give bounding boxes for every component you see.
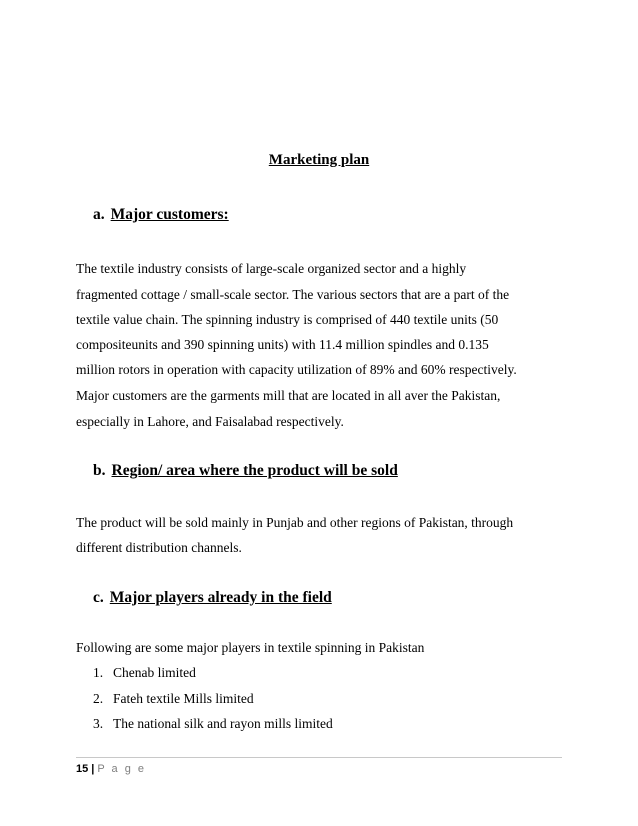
section-a-line: compositeunits and 390 spinning units) with 11.4 million spindles and 0.135: [76, 337, 489, 352]
section-heading-text: Major players already in the field: [109, 589, 332, 606]
list-text: The national silk and rayon mills limited: [113, 716, 333, 731]
list-number: 3.: [93, 716, 104, 731]
section-b-line: The product will be sold mainly in Punjab and other regions of Pakistan, through: [76, 515, 514, 530]
section-c-line: Following are some major players in textile spinning in Pakistan: [76, 640, 425, 655]
page-title: Marketing plan: [268, 152, 370, 168]
page-footer: [76, 763, 146, 775]
list-number: 1.: [93, 665, 104, 680]
section-letter: b.: [93, 462, 106, 479]
section-a-heading: [93, 206, 229, 224]
section-a-line: fragmented cottage / small-scale sector. The various sectors that are a part of the: [76, 287, 510, 302]
section-b-heading: [93, 462, 398, 480]
list-item: [93, 691, 254, 707]
page-number: 15: [76, 763, 89, 775]
section-heading-text: Major customers:: [110, 206, 229, 223]
footer-divider: [76, 757, 562, 758]
section-b-line: different distribution channels.: [76, 540, 242, 555]
section-heading-text: Region/ area where the product will be sold: [111, 462, 398, 479]
section-c-heading: [93, 589, 332, 607]
section-a-line: The textile industry consists of large-scale organized sector and a highly: [76, 261, 467, 276]
section-a-line: million rotors in operation with capacity utilization of 89% and 60% respectively.: [76, 362, 517, 377]
list-item: [93, 665, 196, 681]
section-letter: a.: [93, 206, 105, 223]
page-label: P a g e: [97, 763, 146, 775]
section-a-line: Major customers are the garments mill that are located in all aver the Pakistan,: [76, 388, 501, 403]
list-text: Chenab limited: [113, 665, 196, 680]
list-number: 2.: [93, 691, 104, 706]
list-item: [93, 716, 333, 732]
section-a-line: textile value chain. The spinning industry is comprised of 440 textile units (50: [76, 312, 499, 327]
section-a-line: especially in Lahore, and Faisalabad respectively.: [76, 414, 344, 429]
section-letter: c.: [93, 589, 104, 606]
list-text: Fateh textile Mills limited: [113, 691, 254, 706]
footer-separator: |: [91, 763, 95, 775]
